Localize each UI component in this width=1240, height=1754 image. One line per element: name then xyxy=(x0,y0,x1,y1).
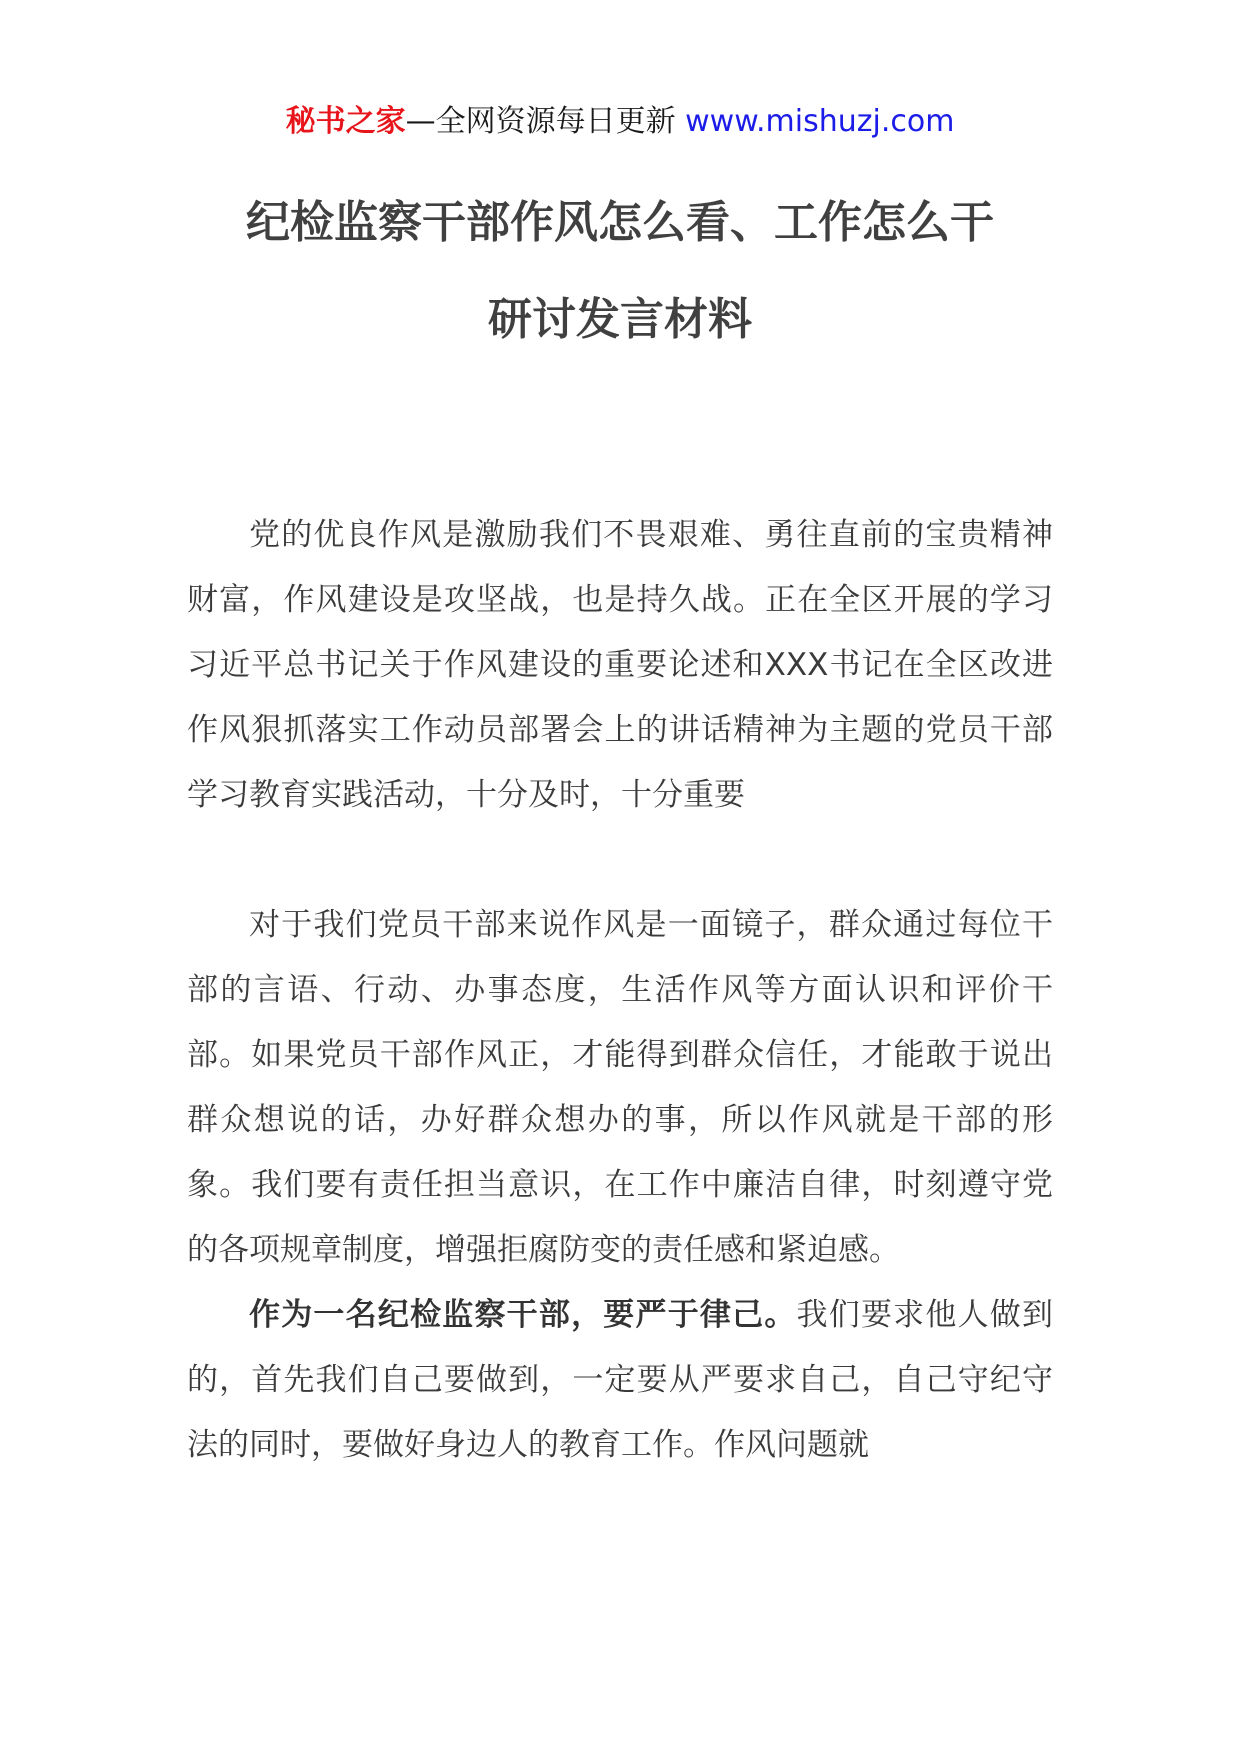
document-title-line-1: 纪检监察干部作风怎么看、工作怎么干 xyxy=(246,197,994,248)
document-title-line-2: 研讨发言材料 xyxy=(488,294,752,345)
brand-name: 秘书之家 xyxy=(285,104,406,139)
site-url-link[interactable]: www.mishuzj.com xyxy=(685,104,955,139)
paragraph-1: 党的优良作风是激励我们不畏艰难、勇往直前的宝贵精神财富，作风建设是攻坚战，也是持久战。正在全区开展的学习习近平总书记关于作风建设的重要论述和XXX书记在全区改进作风狠抓落实工作动员部署会上的讲话精神为主题的党员干部学习教育实践活动，十分及时，十分重要 xyxy=(187,517,1053,813)
site-header xyxy=(0,100,1240,144)
paragraph-3 xyxy=(187,1283,1053,1478)
paragraph-3-body: 我们要求他人做到的，首先我们自己要做到，一定要从严要求自己，自己守纪守法的同时，要做好身边人的教育工作。作风问题就 xyxy=(187,1297,1054,1463)
paragraph-3-lead: 作为一名纪检监察干部，要严于律己。 xyxy=(249,1297,797,1333)
paragraph-2: 对于我们党员干部来说作风是一面镜子，群众通过每位干部的言语、行动、办事态度，生活作风等方面认识和评价干部。如果党员干部作风正，才能得到群众信任，才能敢于说出群众想说的话，办好群众想办的事，所以作风就是干部的形象。我们要有责任担当意识，在工作中廉洁自律，时刻遵守党的各项规章制度，增强拒腐防变的责任感和紧迫感。 xyxy=(187,907,1053,1268)
header-tagline: —全网资源每日更新 xyxy=(405,104,686,139)
document-body xyxy=(187,503,1053,1478)
